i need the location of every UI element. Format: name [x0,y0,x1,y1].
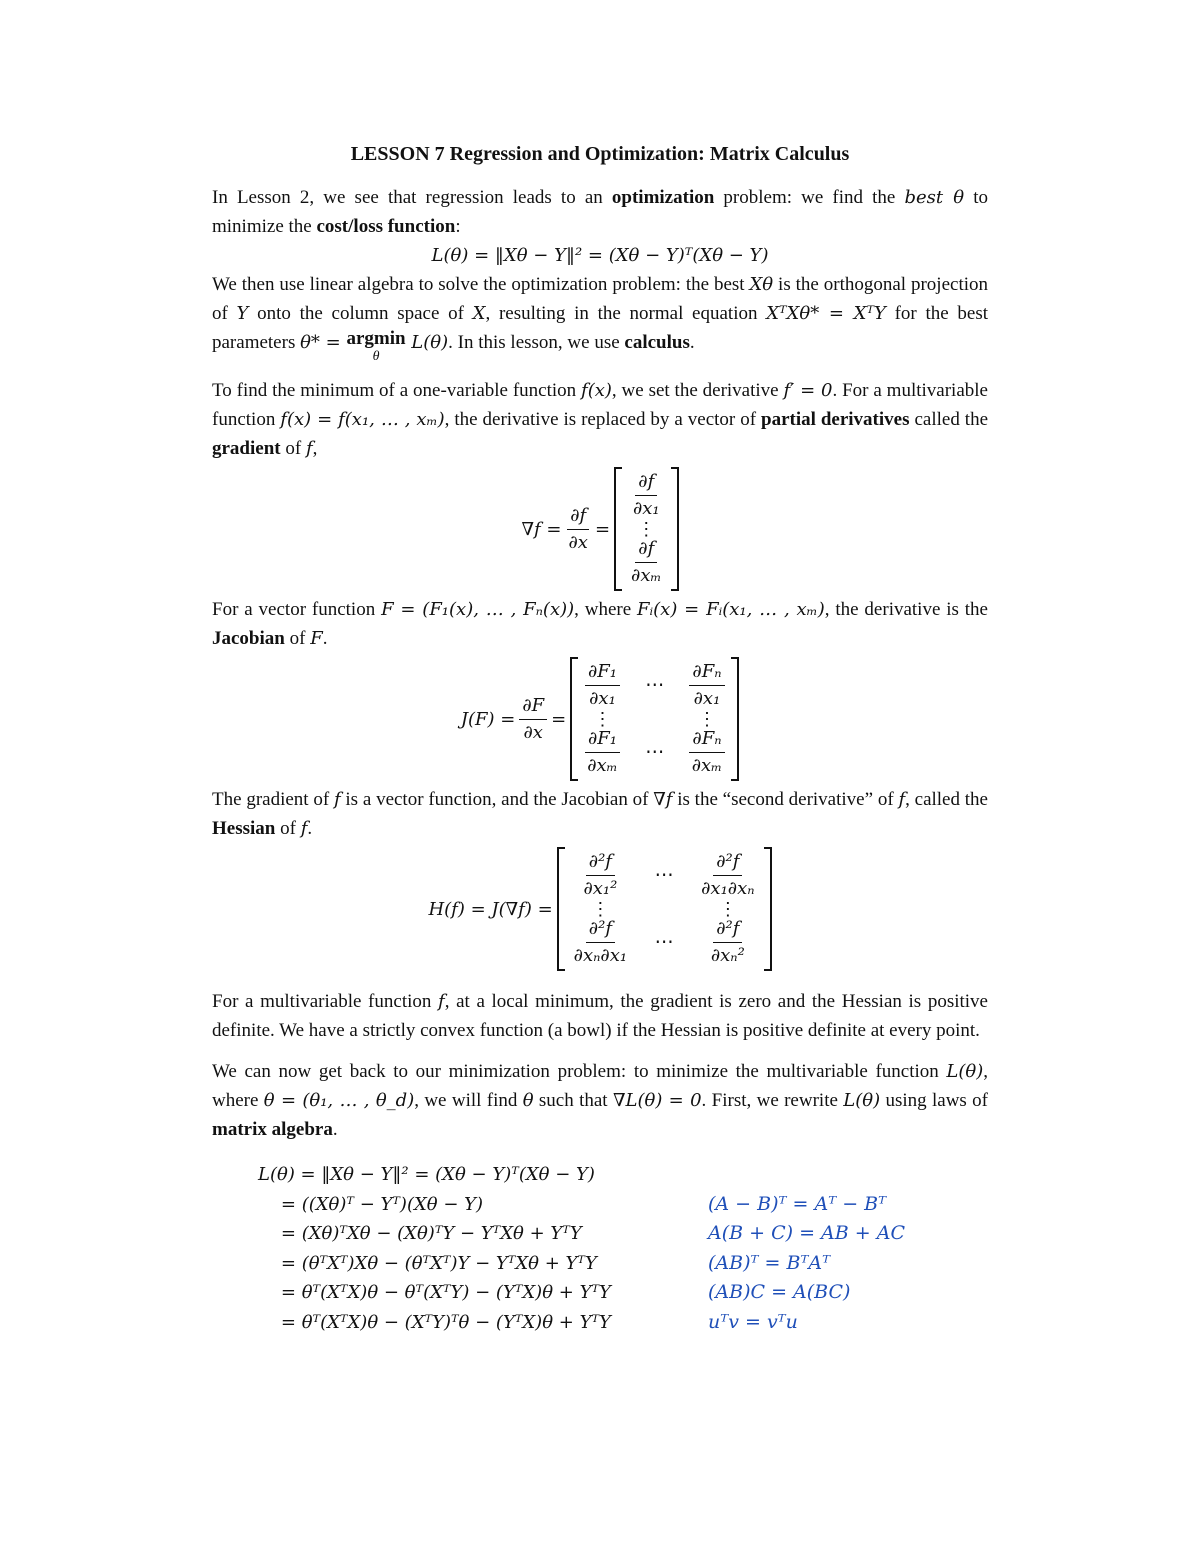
hdots-glyph: ⋯ [654,932,674,953]
bold-term: matrix algebra [212,1119,333,1140]
derivation-step: = θᵀ(XᵀX)θ − θᵀ(XᵀY) − (YᵀX)θ + YᵀY [258,1282,611,1304]
argmin-subscript: θ [372,349,380,364]
jacobian-matrix [570,657,739,781]
math-inline: Fᵢ(x) = Fᵢ(x₁, … , xₘ) [637,599,825,620]
text: , we will find [414,1090,523,1111]
vdots-glyph: ⋮ [591,899,610,919]
algebra-rule: uᵀv = vᵀu [708,1310,798,1333]
text: , called the [905,789,988,810]
numerator: ∂Fₙ [689,659,724,686]
text: such that [533,1090,613,1111]
denominator: ∂x₁ [632,498,660,519]
denominator: ∂x₁ [693,688,721,709]
math-inline: f(x) = f(x₁, … , xₘ) [280,409,445,430]
bold-term: cost/loss function [316,216,456,237]
math-inline: f [333,789,341,810]
text: , where [574,599,638,620]
bold-term: optimization [611,187,715,208]
math-inline: L(θ) [946,1061,984,1082]
math-inline: F [310,628,323,649]
algebra-rule: (AB)ᵀ = BᵀAᵀ [708,1251,831,1274]
derivation-row [258,1160,988,1190]
text: is a vector function, and the Jacobian of [340,789,654,810]
text: , the derivative is replaced by a vector of [444,409,761,430]
derivation-step: L(θ) = ‖Xθ − Y‖² = (Xθ − Y)ᵀ(Xθ − Y) [258,1164,595,1186]
text: We can now get back to our minimization problem: to minimize the multivariable function [212,1061,947,1082]
text: , we set the derivative [611,380,784,401]
fraction [580,849,620,902]
math-inline: F = (F₁(x), … , Fₙ(x)) [381,599,575,620]
fraction [689,726,726,779]
paragraph-intro [212,183,988,241]
text: . [322,628,328,649]
algebra-rule: (AB)C = A(BC) [708,1281,851,1304]
denominator: ∂xₘ [631,565,662,586]
numerator: ∂f [635,536,657,563]
hessian-matrix [557,847,772,971]
bold-term: gradient [212,438,281,459]
numerator: ∂F [519,693,547,720]
fraction [585,659,620,712]
text: onto the column space of [248,303,473,324]
math-lhs: J(F) = [460,708,516,730]
math-inline: Y [236,303,249,324]
paragraph-matrix-algebra [212,1057,988,1144]
derivation-row [258,1249,988,1279]
math-inline: f [898,789,906,810]
fraction [698,849,757,902]
paragraph-jacobian [212,595,988,653]
algebra-rule: (A − B)ᵀ = Aᵀ − Bᵀ [708,1192,887,1215]
derivation-step: = ((Xθ)ᵀ − Yᵀ)(Xθ − Y) [258,1193,484,1215]
text: . First, we rewrite [701,1090,844,1111]
hdots-glyph: ⋯ [654,865,674,886]
equals-sign: = [594,518,611,540]
denominator: ∂x₁∂xₙ [701,878,755,899]
denominator: ∂xₙ² [710,945,745,966]
denominator: ∂x [568,531,588,553]
text: , [312,438,318,459]
numerator: ∂F₁ [585,726,620,753]
text: using laws of [880,1090,988,1111]
text: For a multivariable function [212,991,439,1012]
fraction [689,659,724,712]
math-inline: f′ = 0 [783,380,833,401]
numerator: ∂²f [586,849,615,876]
derivation-row [258,1219,988,1249]
text: is the orthogonal projection of [212,274,989,324]
algebra-rule: A(B + C) = AB + AC [708,1222,905,1245]
math-lhs: H(f) = J(∇f) = [428,898,553,920]
text: . [307,818,313,839]
fraction [565,503,590,556]
text: : [455,216,461,237]
paragraph-local-minimum [212,987,988,1045]
vdots-glyph: ⋮ [697,709,716,729]
denominator: ∂x₁ [589,688,616,709]
bold-term: Jacobian [212,628,285,649]
paragraph-gradient [212,376,988,463]
loss-derivation [258,1160,988,1337]
numerator: ∂f [567,503,589,530]
math-inline: L(θ) [843,1090,881,1111]
math-inline: f [300,818,308,839]
numerator: ∂²f [586,916,615,943]
derivation-step: = (Xθ)ᵀXθ − (Xθ)ᵀY − YᵀXθ + YᵀY [258,1223,582,1245]
math-inline: X [472,303,486,324]
text: , resulting in the normal equation [485,303,767,324]
text: , the derivative is the [824,599,988,620]
math-inline: θ = (θ₁, … , θ_d) [263,1090,415,1111]
text: to minimize the [212,187,988,237]
derivation-step: = θᵀ(XᵀX)θ − (XᵀY)ᵀθ − (YᵀX)θ + YᵀY [258,1311,611,1333]
vdots-glyph: ⋮ [637,519,656,539]
fraction [630,469,663,522]
paragraph-hessian [212,785,988,843]
math-inline: θ [522,1090,534,1111]
lesson-title: LESSON 7 Regression and Optimization: Matrix Calculus [350,143,850,165]
math-inline: f [305,438,313,459]
math-lhs: ∇f = [521,518,562,540]
gradient-equation [212,467,988,591]
text: In Lesson 2, we see that regression leads to an [212,187,612,208]
text: problem: we find the [714,187,905,208]
text: for the best parameters [212,303,988,353]
text: For a vector function [212,599,382,620]
equals-sign: = [551,708,567,730]
fraction [628,536,665,589]
gradient-vector [614,467,679,591]
text: , where [212,1061,988,1111]
text: . In this lesson, we use [448,332,625,353]
numerator: ∂F₁ [585,659,620,686]
vdots-glyph: ⋮ [718,899,737,919]
text: of [280,438,306,459]
text: . For a multivariable function [212,380,988,430]
math-inline: f(x) [581,380,612,401]
denominator: ∂xₘ [587,755,618,776]
document-page [212,140,988,1337]
math-inline: ∇f [653,789,673,810]
derivation-row [258,1278,988,1308]
argmin-operator [346,328,405,364]
math-inline: Xθ [749,274,774,295]
vdots-glyph: ⋮ [593,709,612,729]
jacobian-equation [212,657,988,781]
derivation-step: = (θᵀXᵀ)Xθ − (θᵀXᵀ)Y − YᵀXθ + YᵀY [258,1252,597,1274]
fraction [519,693,547,746]
paragraph-normal-equation [212,270,988,364]
text: of [284,628,311,649]
text: The gradient of [212,789,334,810]
text: . [689,332,695,353]
text: of [275,818,301,839]
math-inline: ∇L(θ) = 0 [612,1090,702,1111]
denominator: ∂xₙ∂x₁ [573,945,628,966]
argmin-label: argmin [346,328,406,349]
text: To find the minimum of a one-variable function [212,380,582,401]
denominator: ∂xₘ [691,755,723,776]
bold-term: calculus [624,332,690,353]
numerator: ∂²f [713,849,742,876]
derivation-row [258,1308,988,1338]
text: called the [909,409,988,430]
denominator: ∂x [523,721,543,743]
math-inline: XᵀXθ* = XᵀY [766,303,886,324]
text: . [332,1119,338,1140]
denominator: ∂x₁² [583,878,618,899]
numerator: ∂Fₙ [689,726,724,753]
math-inline: L(θ) [405,332,449,353]
text: , at a local minimum, the gradient is zero and the Hessian is positive definite. We have a strictly convex function (a bowl) if the Hessian is positive definite at every point. [212,991,988,1041]
fraction [571,916,630,969]
derivation-row [258,1190,988,1220]
fraction [708,916,748,969]
math-display: L(θ) = ‖Xθ − Y‖² = (Xθ − Y)ᵀ(Xθ − Y) [431,245,769,266]
bold-term: partial derivatives [761,409,910,430]
math-inline: f [438,991,445,1012]
loss-equation [212,241,988,270]
numerator: ∂f [635,469,657,496]
math-inline: best θ [904,187,965,208]
text: is the “second derivative” of [672,789,899,810]
hdots-glyph: ⋯ [645,675,665,696]
fraction [584,726,621,779]
hdots-glyph: ⋯ [645,742,665,763]
numerator: ∂²f [713,916,742,943]
hessian-equation [212,847,988,971]
text: We then use linear algebra to solve the optimization problem: the best [212,274,750,295]
bold-term: Hessian [212,818,276,839]
math-inline: θ* = [300,332,347,353]
